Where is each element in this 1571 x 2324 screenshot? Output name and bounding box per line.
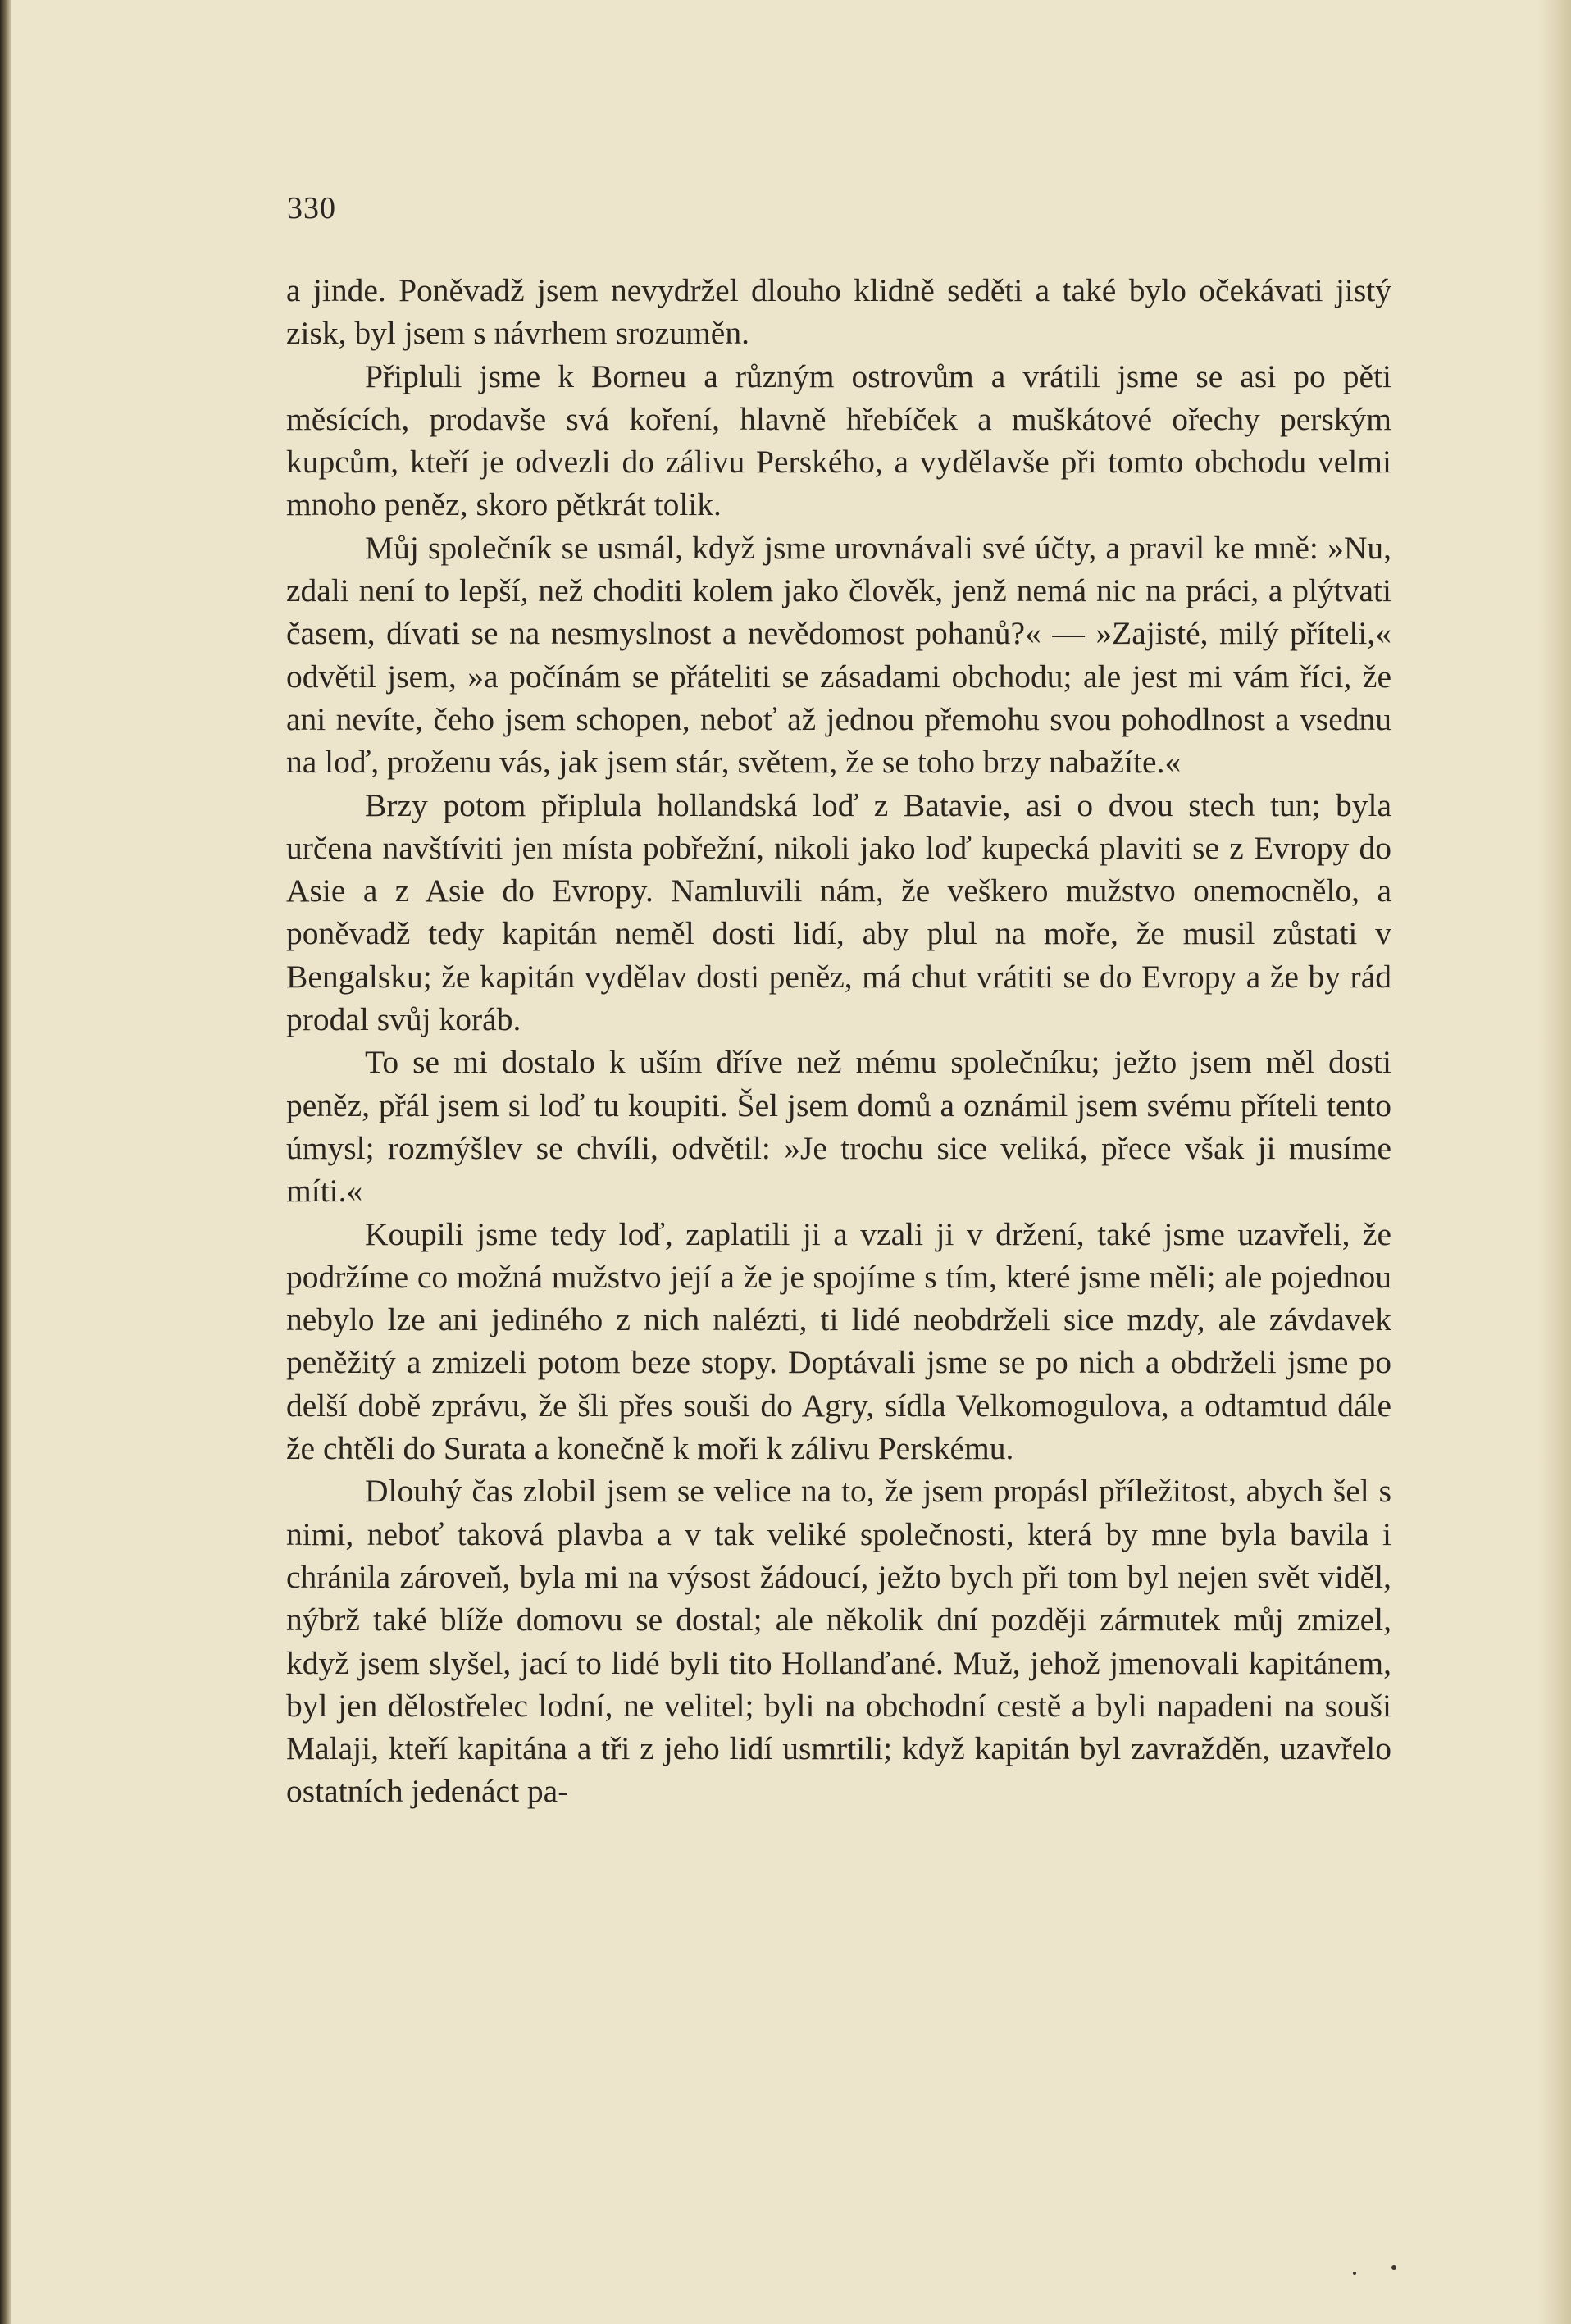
page-number: 330 (287, 191, 336, 226)
binding-edge (0, 0, 11, 2324)
paragraph-3: Můj společník se usmál, když jsme urovnávali své účty, a pravil ke mně: »Nu, zdali není to lepší, než choditi kolem jako člověk, jenž nemá nic na práci, a plýtvati časem, dívati se na nesmyslnost a nevědomost pohanů?« — »Zajisté, milý příteli,« odvětil jsem, »a počínám se přáteliti se zásadami obchodu; ale jest mi vám říci, že ani nevíte, čeho jsem schopen, neboť až jednou přemohu svou pohodlnost a vsednu na loď, proženu vás, jak jsem stár, světem, že se toho brzy nabažíte.« (286, 529, 1391, 781)
paragraph-4: Brzy potom připlula hollandská loď z Batavie, asi o dvou stech tun; byla určena navštíviti jen místa pobřežní, nikoli jako loď kupecká plaviti se z Evropy do Asie a z Asie do Evropy. Namluvili nám, že veškero mužstvo onemocnělo, a poněvadž tedy kapitán neměl dosti lidí, aby plul na moře, že musil zůstati v Bengalsku; že kapitán vydělav dosti peněz, má chut vrátiti se do Evropy a že by rád prodal svůj koráb. (286, 786, 1391, 1038)
paper-speck (1353, 2272, 1356, 2275)
paragraph-6: Koupili jsme tedy loď, zaplatili ji a vzali ji v držení, také jsme uzavřeli, že podržíme co možná mužstvo její a že je spojíme s tím, které jsme měli; ale pojednou nebylo lze ani jediného z nich nalézti, ti lidé neobdrželi sice mzdy, ale závdavek peněžitý a zmizeli potom beze stopy. Doptávali jsme se po nich a obdrželi jsme po delší době zprávu, že šli přes souši do Agry, sídla Velkomogulova, a odtamtud dále že chtěli do Surata a konečně k moři k zálivu Perskému. (286, 1215, 1391, 1467)
body-text (286, 269, 1391, 1813)
page-right-edge (1538, 0, 1571, 2324)
paper-speck (1391, 2265, 1396, 2270)
paragraph-7: Dlouhý čas zlobil jsem se velice na to, že jsem propásl příležitost, abych šel s nimi, neboť taková plavba a v tak veliké společnosti, která by mne byla bavila i chránila zároveň, byla mi na výsost žádoucí, ježto bych při tom byl nejen svět viděl, nýbrž také blíže domovu se dostal; ale několik dní později zármutek můj zmizel, když jsem slyšel, jací to lidé byli tito Hollanďané. Muž, jehož jmenovali kapitánem, byl jen dělostřelec lodní, ne velitel; byli na obchodní cestě a byli napadeni na souši Malaji, kteří kapitána a tři z jeho lidí usmrtili; když kapitán byl zavražděn, uzavřelo ostatních jedenáct pa- (286, 1473, 1391, 1810)
paragraph-2: Připluli jsme k Borneu a různým ostrovům a vrátili jsme se asi po pěti měsících, prodavše svá koření, hlavně hřebíček a muškátové ořechy perským kupcům, kteří je odvezli do zálivu Perského, a vydělavše při tomto obchodu velmi mnoho peněz, skoro pětkrát tolik. (286, 358, 1391, 523)
paragraph-1: a jinde. Poněvadž jsem nevydržel dlouho klidně seděti a také bylo očekávati jistý zisk, byl jsem s návrhem srozuměn. (286, 272, 1391, 352)
paragraph-5: To se mi dostalo k uším dříve než mému společníku; ježto jsem měl dosti peněz, přál jsem si loď tu koupiti. Šel jsem domů a oznámil jsem svému příteli tento úmysl; rozmýšlev se chvíli, odvětil: »Je trochu sice veliká, přece však ji musíme míti.« (286, 1044, 1391, 1210)
